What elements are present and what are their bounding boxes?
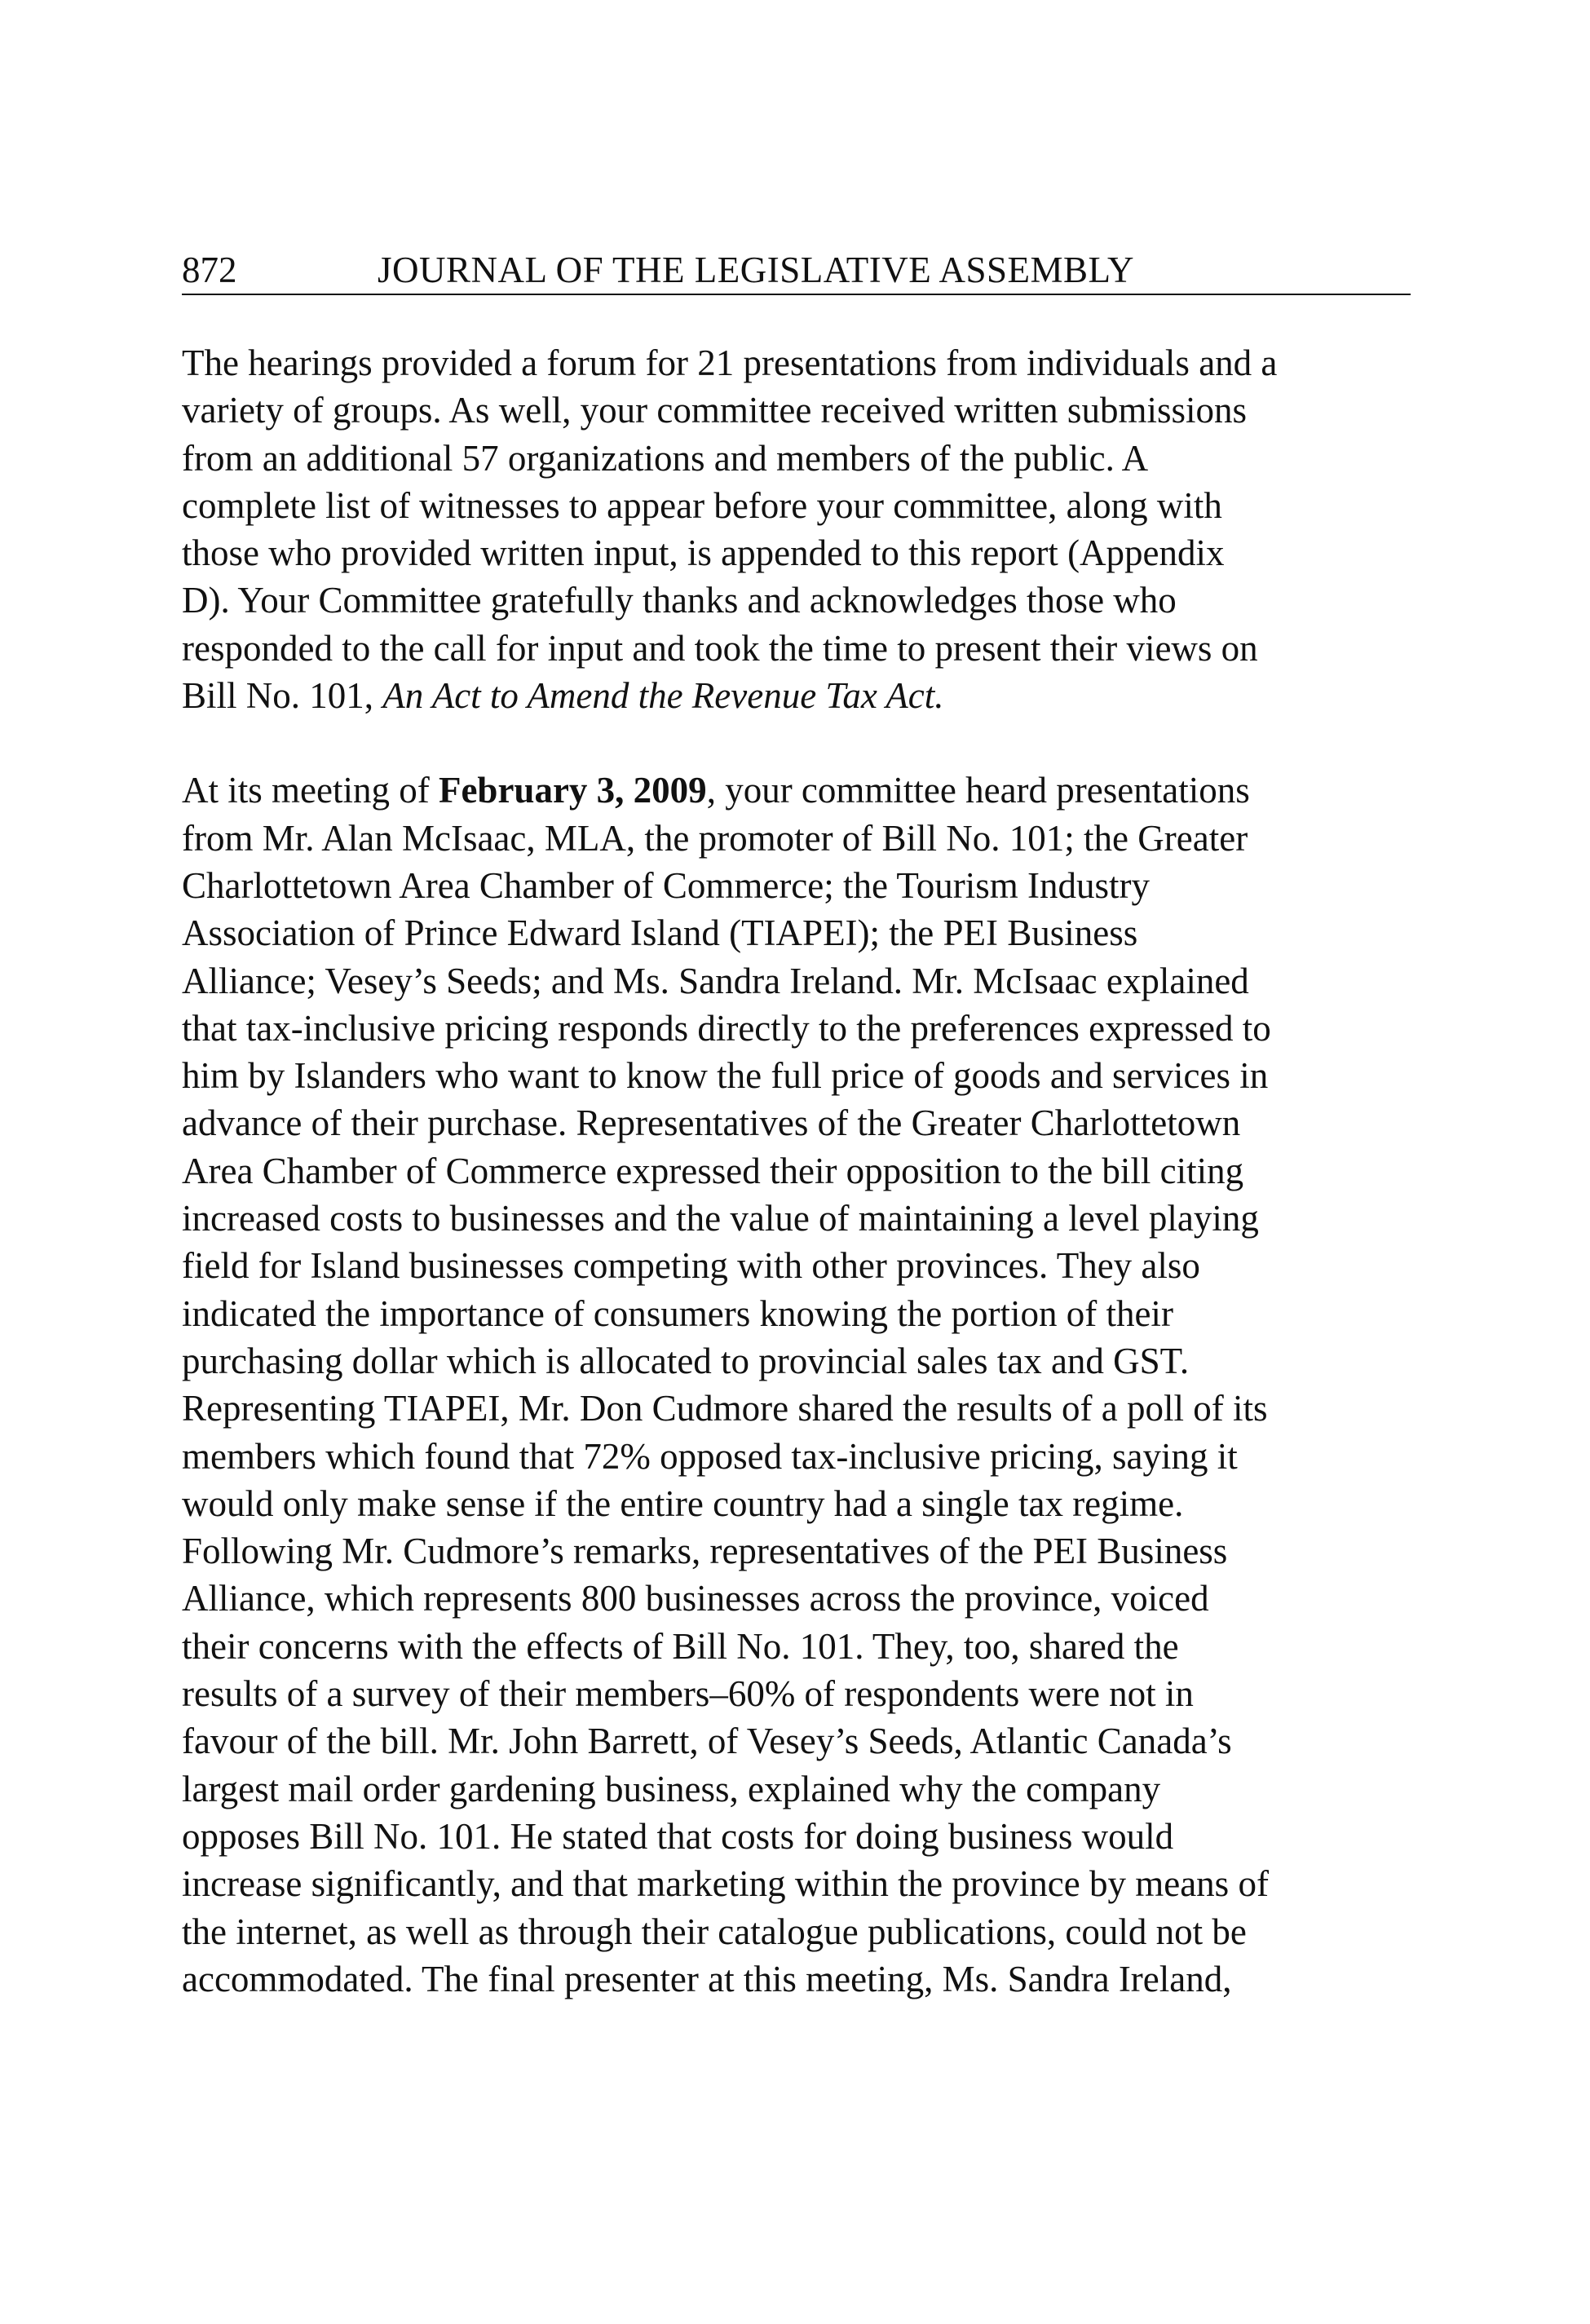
text-line: increase significantly, and that marketing within the province by means of (182, 1863, 1269, 1905)
text-line: complete list of witnesses to appear before your committee, along with (182, 484, 1222, 526)
text-line: opposes Bill No. 101. He stated that costs for doing business would (182, 1815, 1174, 1857)
text-line: members which found that 72% opposed tax-inclusive pricing, saying it (182, 1435, 1238, 1477)
text-line: largest mail order gardening business, explained why the company (182, 1768, 1161, 1809)
text-line: those who provided written input, is appended to this report (Appendix (182, 532, 1225, 574)
text-line: their concerns with the effects of Bill No. 101. They, too, shared the (182, 1625, 1179, 1667)
text-line: from an additional 57 organizations and members of the public. A (182, 437, 1149, 479)
text-line: D). Your Committee gratefully thanks and acknowledges those who (182, 580, 1177, 621)
text-line: accommodated. The final presenter at this meeting, Ms. Sandra Ireland, (182, 1958, 1232, 1999)
bill-reference: Bill No. 101, (182, 675, 383, 717)
meeting-intro-rest: , your committee heard presentations (706, 770, 1250, 811)
meeting-intro: At its meeting of (182, 770, 439, 811)
text-line: him by Islanders who want to know the full price of goods and services in (182, 1055, 1269, 1097)
text-line: variety of groups. As well, your committee received written submissions (182, 390, 1247, 431)
text-line: Alliance; Vesey’s Seeds; and Ms. Sandra Ireland. Mr. McIsaac explained (182, 960, 1249, 1001)
text-line: Area Chamber of Commerce expressed their opposition to the bill citing (182, 1150, 1244, 1191)
text-line: increased costs to businesses and the value of maintaining a level playing (182, 1198, 1259, 1239)
text-line: Alliance, which represents 800 businesses across the province, voiced (182, 1578, 1209, 1619)
text-line: from Mr. Alan McIsaac, MLA, the promoter of Bill No. 101; the Greater (182, 817, 1248, 859)
text-line: The hearings provided a forum for 21 presentations from individuals and a (182, 342, 1278, 383)
text-line: indicated the importance of consumers knowing the portion of their (182, 1292, 1173, 1334)
text-line: Following Mr. Cudmore’s remarks, representatives of the PEI Business (182, 1531, 1228, 1572)
text-line: the internet, as well as through their catalogue publications, could not be (182, 1911, 1247, 1952)
text-line: would only make sense if the entire country had a single tax regime. (182, 1482, 1184, 1524)
paragraph-hearings (182, 339, 1411, 719)
page-header (182, 246, 1411, 295)
text-line: that tax-inclusive pricing responds directly to the preferences expressed to (182, 1007, 1271, 1049)
text-line: Charlottetown Area Chamber of Commerce; the Tourism Industry (182, 864, 1151, 906)
paragraph-meeting (182, 767, 1411, 2003)
meeting-date: February 3, 2009 (438, 770, 707, 811)
text-line: purchasing dollar which is allocated to provincial sales tax and GST. (182, 1340, 1190, 1381)
body-text (182, 339, 1411, 2003)
text-line: Representing TIAPEI, Mr. Don Cudmore shared the results of a poll of its (182, 1388, 1268, 1429)
running-title: JOURNAL OF THE LEGISLATIVE ASSEMBLY (378, 250, 1135, 290)
text-line-meeting-date (182, 767, 1411, 814)
page-number: 872 (182, 250, 237, 290)
text-line: results of a survey of their members–60% of respondents were not in (182, 1673, 1194, 1715)
text-line: advance of their purchase. Representatives of the Greater Charlottetown (182, 1102, 1241, 1144)
act-title: An Act to Amend the Revenue Tax Act. (382, 675, 944, 717)
text-line-bill-title (182, 672, 1411, 719)
text-line: Association of Prince Edward Island (TIAPEI); the PEI Business (182, 912, 1138, 954)
text-line: responded to the call for input and took the time to present their views on (182, 627, 1258, 669)
text-line: field for Island businesses competing with other provinces. They also (182, 1245, 1200, 1287)
text-line: favour of the bill. Mr. John Barrett, of Vesey’s Seeds, Atlantic Canada’s (182, 1721, 1232, 1762)
